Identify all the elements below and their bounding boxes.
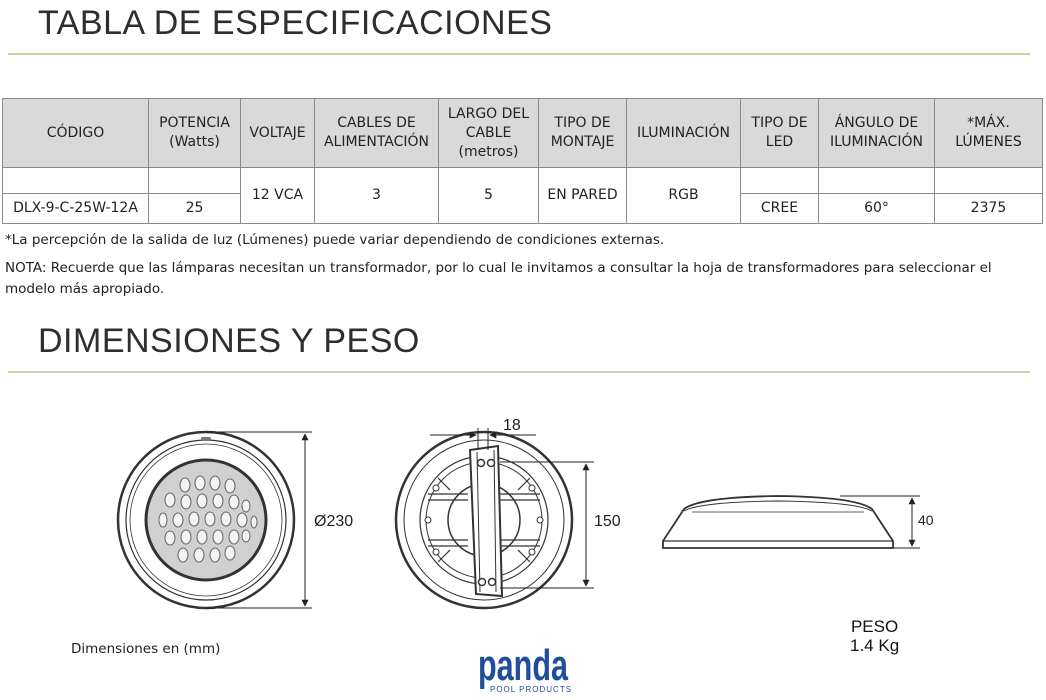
logo-tagline: POOL PRODUCTS	[490, 685, 572, 694]
header-cable-length: LARGO DEL CABLE (metros)	[439, 99, 539, 168]
logo-brand: panda	[478, 641, 569, 690]
cell-voltage: 12 VCA	[241, 168, 315, 224]
weight-label: PESO	[850, 617, 899, 636]
header-lumens: *MÁX. LÚMENES	[935, 99, 1043, 168]
cell-angle: 60°	[819, 194, 935, 224]
back-view-drawing	[396, 432, 572, 608]
header-led: TIPO DE LED	[741, 99, 819, 168]
panda-logo	[476, 624, 572, 696]
side-height-label: 40	[918, 512, 934, 528]
cell-lumens: 2375	[935, 194, 1043, 224]
cell-led: CREE	[741, 194, 819, 224]
cell-cables: 3	[315, 168, 439, 224]
header-angle: ÁNGULO DE ILUMINACIÓN	[819, 99, 935, 168]
header-code: CÓDIGO	[3, 99, 149, 168]
header-cables: CABLES DE ALIMENTACIÓN	[315, 99, 439, 168]
header-mount: TIPO DE MONTAJE	[539, 99, 627, 168]
specs-title: TABLA DE ESPECIFICACIONES	[38, 4, 553, 42]
weight-block	[850, 617, 899, 655]
cell-power: 25	[149, 194, 241, 224]
weight-value: 1.4 Kg	[850, 636, 900, 655]
back-width-label: 18	[503, 417, 521, 434]
cell-lighting: RGB	[627, 168, 741, 224]
header-lighting: ILUMINACIÓN	[627, 99, 741, 168]
units-caption: Dimensiones en (mm)	[71, 641, 221, 657]
back-height-label: 150	[594, 513, 621, 530]
front-diameter-label: Ø230	[314, 513, 354, 530]
cell-code: DLX-9-C-25W-12A	[3, 194, 149, 224]
nota: NOTA: Recuerde que las lámparas necesitan un transformador, por lo cual le invitamos a consultar la hoja de transformadores para seleccionar el modelo más apropiado.	[5, 260, 992, 297]
footnote: *La percepción de la salida de luz (Lúmenes) puede variar dependiendo de condiciones externas.	[5, 232, 665, 248]
dimensions-title: DIMENSIONES Y PESO	[38, 322, 420, 360]
cell-mount: EN PARED	[539, 168, 627, 224]
cell-cable-length: 5	[439, 168, 539, 224]
header-voltage: VOLTAJE	[241, 99, 315, 168]
front-view-drawing	[118, 432, 294, 608]
header-power: POTENCIA (Watts)	[149, 99, 241, 168]
side-view-drawing	[663, 496, 893, 548]
